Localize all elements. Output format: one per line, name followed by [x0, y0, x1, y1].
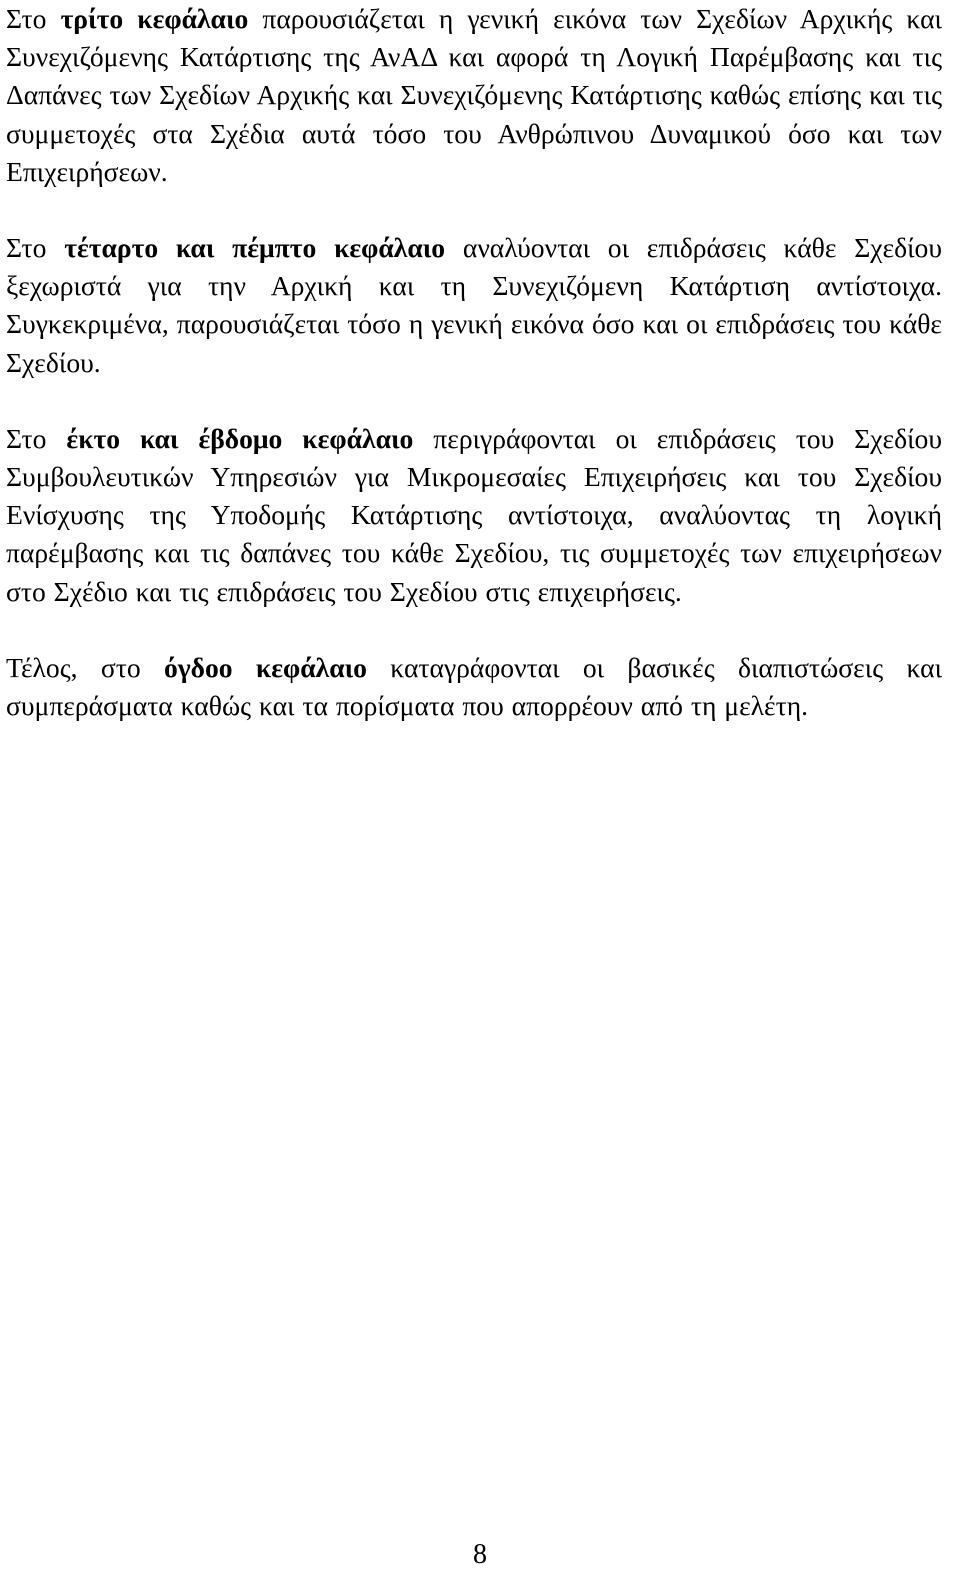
page-number: 8: [473, 1539, 487, 1570]
text-run: Στο: [6, 422, 67, 454]
paragraph-chapter-eight: [6, 649, 942, 725]
bold-chapter-reference: έκτο και έβδομο κεφάλαιο: [66, 422, 414, 454]
text-run: Τέλος, στο: [6, 651, 164, 683]
text-run: περιγράφονται οι επιδράσεις του Σχεδίου Συμβουλευτικών Υπηρεσιών για Μικρομεσαίες Επιχειρήσεις και του Σχεδίου Ενίσχυσης της Υποδομής Κατάρτισης αντίστοιχα, αναλύοντας τη λογική παρέμβασης και τις δαπάνες του κάθε Σχεδίου, τις συμμετοχές των επιχειρήσεων στο Σχέδιο και τις επιδράσεις του Σχεδίου στις επιχειρήσεις.: [6, 422, 942, 607]
text-run: Στο: [6, 232, 65, 264]
text-run: παρουσιάζεται η γενική εικόνα των Σχεδίων Αρχικής και Συνεχιζόμενης Κατάρτισης της ΑνΑΔ και αφορά τη Λογική Παρέμβασης και τις Δαπάνες των Σχεδίων Αρχικής και Συνεχιζόμενης Κατάρτισης καθώς επίσης και τις συμμετοχές στα Σχέδια αυτά τόσο του Ανθρώπινου Δυναμικού όσο και των Επιχειρήσεων.: [6, 3, 942, 187]
text-run: καταγράφονται οι βασικές διαπιστώσεις και συμπεράσματα καθώς και τα πορίσματα που απορρέουν από τη μελέτη.: [6, 651, 942, 722]
bold-chapter-reference: τρίτο κεφάλαιο: [60, 3, 249, 34]
document-page: [6, 0, 942, 725]
text-run: Στο: [6, 3, 61, 34]
bold-chapter-reference: τέταρτο και πέμπτο κεφάλαιο: [64, 232, 446, 264]
paragraph-chapters-four-five: [6, 229, 942, 382]
paragraph-chapters-six-seven: [6, 420, 942, 611]
text-run: αναλύονται οι επιδράσεις κάθε Σχεδίου ξεχωριστά για την Αρχική και τη Συνεχιζόμενη Κατάρτιση αντίστοιχα. Συγκεκριμένα, παρουσιάζεται τόσο η γενική εικόνα όσο και οι επιδράσεις του κάθε Σχεδίου.: [6, 232, 942, 378]
bold-chapter-reference: όγδοο κεφάλαιο: [163, 651, 367, 683]
paragraph-chapter-three: [6, 0, 942, 191]
